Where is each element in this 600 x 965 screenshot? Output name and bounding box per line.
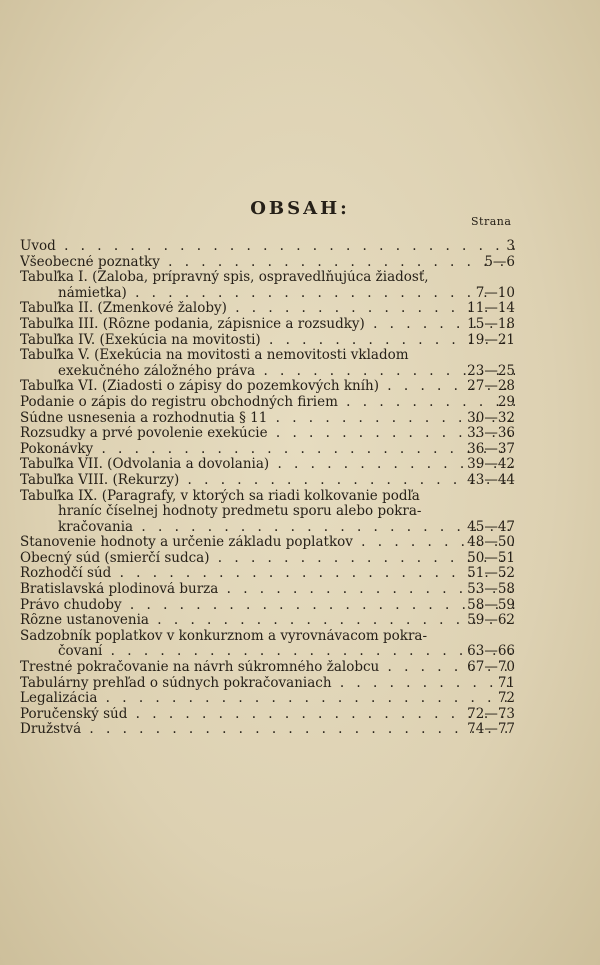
toc-entry (20, 598, 515, 614)
toc-entry-page: 36—37 (467, 440, 515, 457)
toc-entry (20, 629, 515, 660)
toc-entry (20, 613, 515, 629)
toc-entry (20, 255, 515, 271)
page-title: OBSAH: (250, 198, 350, 219)
toc-entry-text: Tabuľka II. (Zmenkové žaloby) . . . (20, 301, 515, 317)
toc-entry-page: 53—58 (467, 581, 515, 598)
toc-entry (20, 379, 515, 395)
toc-entry-text: Družstvá . . . (20, 722, 515, 738)
toc-entry-text: Sadzobník poplatkov v konkurznom a vyrovnávacom pokra- (20, 628, 428, 644)
toc-entry-text: Pokonávky . . . (20, 442, 515, 458)
table-of-contents (20, 239, 515, 738)
toc-entry-page: 51—52 (467, 565, 515, 582)
toc-entry (20, 270, 515, 301)
toc-entry-page: 63—66 (467, 643, 515, 660)
toc-entry (20, 301, 515, 317)
toc-entry-text: Tabuľka VII. (Odvolania a dovolania) . . . (20, 457, 515, 473)
toc-entry (20, 489, 515, 536)
toc-entry-page: 45—47 (467, 518, 515, 535)
toc-entry-text: hraníc číselnej hodnoty predmetu sporu alebo pokra- (58, 504, 422, 520)
toc-entry-text: Tabuľka VIII. (Rekurzy) . . . (20, 473, 515, 489)
toc-entry-text: čovaní . . . (20, 644, 515, 660)
toc-entry-text: Legalizácia . . . (20, 691, 515, 707)
toc-entry (20, 333, 515, 349)
toc-entry-text: Poručenský súd . . . (20, 707, 515, 723)
toc-entry-page: 15—18 (467, 315, 515, 332)
toc-entry (20, 660, 515, 676)
toc-entry-text: Úvod . . . (20, 239, 515, 255)
toc-entry-page: 39—42 (467, 456, 515, 473)
toc-entry-text: Všeobecné poznatky . . . (20, 255, 515, 271)
toc-entry-page: 74—77 (467, 721, 515, 738)
page-column-label: Strana (471, 215, 512, 228)
toc-entry (20, 676, 515, 692)
toc-entry-text: exekučného záložného práva . . . (20, 364, 515, 380)
toc-entry-page: 48—50 (467, 534, 515, 551)
toc-entry-page: 59—62 (467, 612, 515, 629)
toc-entry (20, 442, 515, 458)
toc-entry (20, 551, 515, 567)
toc-entry-text: Tabuľka IV. (Exekúcia na movitosti) . . . (20, 333, 515, 349)
toc-entry (20, 582, 515, 598)
toc-entry-page: 27—28 (467, 378, 515, 395)
toc-entry-page: 33—36 (467, 425, 515, 442)
toc-entry-text: Bratislavská plodinová burza . . . (20, 582, 515, 598)
toc-entry (20, 707, 515, 723)
toc-entry-text: Tabuľka IX. (Paragrafy, v ktorých sa riadi kolkovanie podľa (20, 488, 420, 504)
toc-entry (20, 317, 515, 333)
toc-entry-text: Tabulárny prehľad o súdnych pokračovaniach . . . (20, 676, 515, 692)
toc-entry (20, 426, 515, 442)
toc-entry-text: Podanie o zápis do registru obchodných firiem . . . (20, 395, 515, 411)
toc-entry (20, 457, 515, 473)
toc-entry-text: Tabuľka III. (Rôzne podania, zápisnice a rozsudky) . . . (20, 317, 515, 333)
toc-entry-page: 23—25 (467, 362, 515, 379)
toc-entry-text: Stanovenie hodnoty a určenie základu poplatkov . . . (20, 535, 515, 551)
toc-entry-page: 50—51 (467, 549, 515, 566)
toc-entry-text: Trestné pokračovanie na návrh súkromného žalobcu . . . (20, 660, 515, 676)
toc-entry-page: 30—32 (467, 409, 515, 426)
toc-entry-page: 67—70 (467, 659, 515, 676)
toc-entry-text: Rozsudky a prvé povolenie exekúcie . . . (20, 426, 515, 442)
toc-entry-text: Tabuľka I. (Žaloba, prípravný spis, ospravedlňujúca žiadosť, (20, 270, 429, 286)
toc-entry-text: Tabuľka V. (Exekúcia na movitosti a nemovitosti vkladom (20, 348, 409, 364)
toc-entry (20, 473, 515, 489)
toc-entry (20, 395, 515, 411)
toc-entry-page: 19—21 (467, 331, 515, 348)
toc-entry (20, 411, 515, 427)
toc-entry-page: 29 (497, 393, 515, 410)
toc-entry-text: Právo chudoby . . . (20, 598, 515, 614)
toc-entry-page: 72—73 (467, 705, 515, 722)
toc-entry (20, 348, 515, 379)
toc-entry (20, 535, 515, 551)
toc-entry-text: námietka) . . . (20, 286, 515, 302)
toc-entry (20, 722, 515, 738)
toc-entry-page: 11—14 (467, 300, 515, 317)
toc-entry (20, 566, 515, 582)
toc-entry-page: 72 (497, 690, 515, 707)
toc-entry-page: 43—44 (467, 471, 515, 488)
toc-entry-text: Rôzne ustanovenia . . . (20, 613, 515, 629)
toc-entry-page: 71 (497, 674, 515, 691)
toc-entry (20, 239, 515, 255)
toc-entry-text: Obecný súd (smierčí sudca) . . . (20, 551, 515, 567)
toc-entry-page: 58—59 (467, 596, 515, 613)
toc-entry (20, 691, 515, 707)
toc-entry-page: 3 (506, 238, 515, 254)
toc-entry-text: kračovania . . . (20, 520, 515, 536)
toc-entry-page: 5—6 (484, 253, 515, 270)
toc-entry-text: Tabuľka VI. (Žiadosti o zápisy do pozemkových kníh) . . . (20, 379, 515, 395)
toc-entry-text: Súdne usnesenia a rozhodnutia § 11 . . . (20, 411, 515, 427)
toc-entry-text: Rozhodčí súd . . . (20, 566, 515, 582)
toc-entry-page: 7—10 (475, 284, 515, 301)
